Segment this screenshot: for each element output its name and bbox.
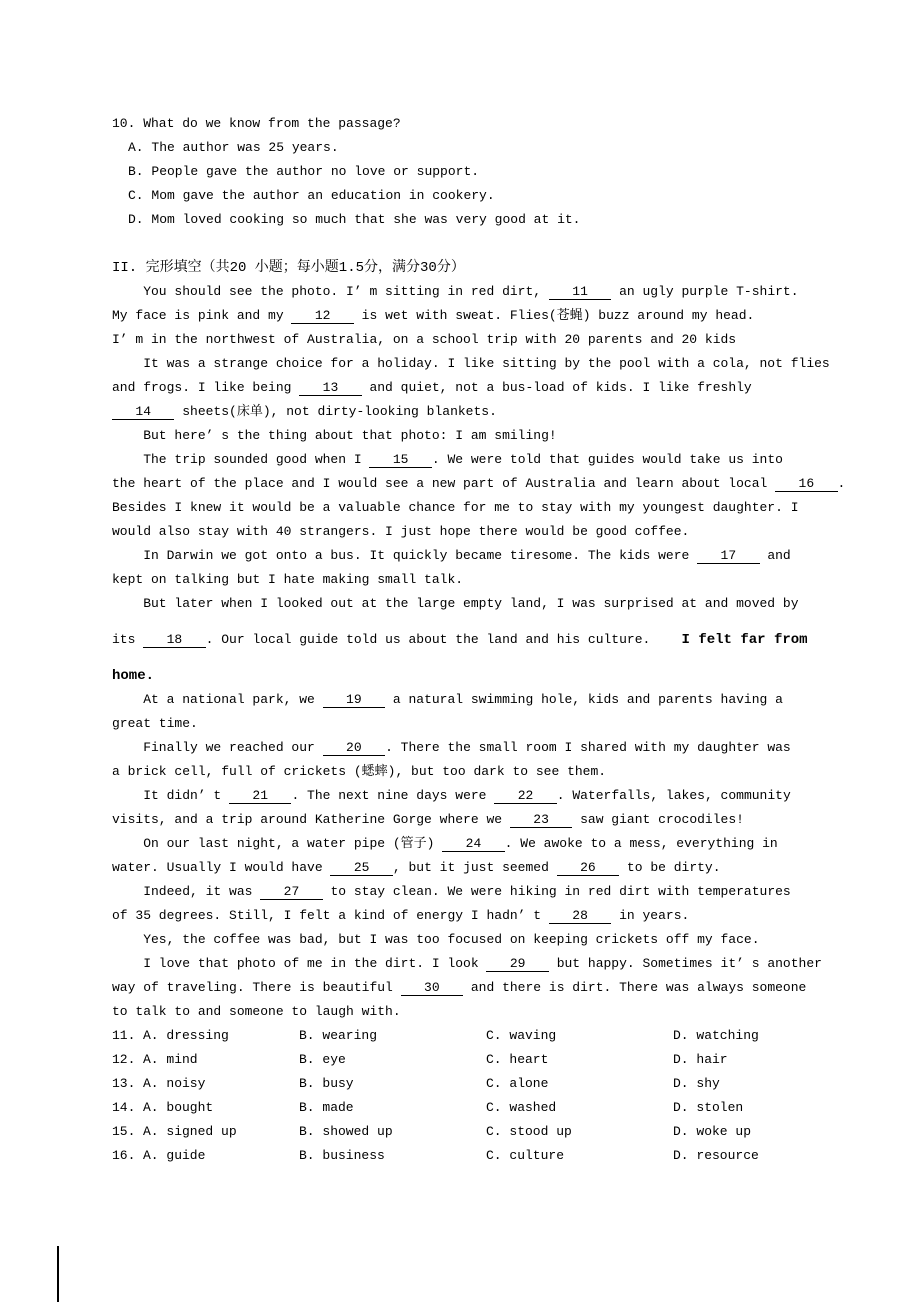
- cloze-blank-28: 28: [548, 908, 612, 923]
- cloze-blank-22: 22: [494, 788, 557, 803]
- passage-text: But later when I looked out at the large empty land, I was surprised at and moved by: [112, 596, 799, 611]
- passage-text: My face is pink and my: [112, 308, 292, 323]
- passage-line-18: [112, 712, 828, 736]
- option-cell-d: D. woke up: [673, 1124, 752, 1139]
- passage-line-3: [112, 328, 828, 352]
- passage-text: But here’ s the thing about that photo: I am smiling!: [112, 428, 557, 443]
- cloze-blank-16: 16: [775, 476, 838, 491]
- option-cell-c: C. washed: [486, 1100, 557, 1115]
- passage-line-9: [112, 472, 846, 496]
- option-row-15: [112, 1120, 828, 1144]
- cloze-blank-19: 19: [322, 692, 386, 707]
- passage-line-11: [112, 520, 828, 544]
- question-10: [112, 112, 828, 232]
- option-cell-b: B. busy: [299, 1076, 354, 1091]
- cloze-blank-12: 12: [291, 308, 354, 323]
- question-10-option-c: C. Mom gave the author an education in cookery.: [128, 188, 495, 203]
- option-cell-a: A. guide: [143, 1148, 206, 1163]
- option-cell-d: D. watching: [673, 1028, 759, 1043]
- passage-line-22: [112, 808, 828, 832]
- option-cell-b: B. wearing: [299, 1028, 378, 1043]
- passage-text: Yes, the coffee was bad, but I was too focused on keeping crickets off my face.: [112, 932, 760, 947]
- option-cell-c: C. culture: [486, 1148, 565, 1163]
- passage-text: to be dirty.: [619, 860, 721, 875]
- passage-line-25: [112, 880, 828, 904]
- passage-text: .: [837, 476, 846, 491]
- option-cell-c: C. alone: [486, 1076, 549, 1091]
- question-10-option-a: A. The author was 25 years.: [128, 140, 339, 155]
- option-cell-a: A. bought: [143, 1100, 214, 1115]
- passage-line-28: [112, 952, 828, 976]
- option-row-number: 11.: [112, 1028, 136, 1043]
- passage-text: the heart of the place and I would see a new part of Australia and learn about local: [112, 476, 776, 491]
- passage-text: Finally we reached our: [112, 740, 323, 755]
- option-row-number: 16.: [112, 1148, 136, 1163]
- option-cell-c: C. stood up: [486, 1124, 572, 1139]
- passage-line-19: [112, 736, 828, 760]
- cloze-blank-15: 15: [369, 452, 432, 467]
- passage-text: It was a strange choice for a holiday. I like sitting by the pool with a cola, not flies: [112, 356, 830, 371]
- section-2-heading: II. 完形填空（共20 小题；每小题1.5分，满分30分）: [112, 260, 465, 276]
- passage-text: is wet with sweat. Flies(苍蝇) buzz around my head.: [353, 308, 755, 323]
- option-cell-a: A. mind: [143, 1052, 198, 1067]
- option-cell-b: B. showed up: [299, 1124, 393, 1139]
- option-cell-d: D. resource: [673, 1148, 759, 1163]
- option-cell-d: D. stolen: [673, 1100, 744, 1115]
- option-row-number: 12.: [112, 1052, 136, 1067]
- passage-text: an ugly purple T-shirt.: [611, 284, 799, 299]
- passage-text: in years.: [611, 908, 690, 923]
- option-cell-a: A. noisy: [143, 1076, 206, 1091]
- passage-line-20: [112, 760, 828, 784]
- question-10-stem: 10. What do we know from the passage?: [112, 116, 401, 131]
- cloze-blank-14: 14: [112, 404, 175, 419]
- cloze-passage: [112, 280, 846, 1024]
- passage-text: would also stay with 40 strangers. I just hope there would be good coffee.: [112, 524, 690, 539]
- passage-text: The trip sounded good when I: [112, 452, 370, 467]
- passage-line-30: [112, 1000, 828, 1024]
- passage-text: great time.: [112, 716, 198, 731]
- passage-line-4: [112, 352, 828, 376]
- passage-line-24: [112, 856, 828, 880]
- passage-line-14: [112, 592, 828, 616]
- passage-text: It didn’ t: [112, 788, 230, 803]
- passage-text: to stay clean. We were hiking in red dirt with temperatures: [322, 884, 791, 899]
- cloze-blank-29: 29: [486, 956, 549, 971]
- passage-text: sheets(床单), not dirty-looking blankets.: [174, 404, 497, 419]
- passage-text: In Darwin we got onto a bus. It quickly became tiresome. The kids were: [112, 548, 698, 563]
- question-10-options: [112, 136, 828, 232]
- page-edge-line: [57, 1246, 59, 1302]
- document-page: [112, 112, 846, 1168]
- passage-text: . There the small room I shared with my daughter was: [385, 740, 791, 755]
- passage-text: water. Usually I would have: [112, 860, 331, 875]
- passage-line-21: [112, 784, 828, 808]
- option-row-14: [112, 1096, 828, 1120]
- passage-text: . Our local guide told us about the land and his culture.: [205, 632, 682, 647]
- option-cell-d: D. hair: [673, 1052, 728, 1067]
- passage-text: and quiet, not a bus-load of kids. I like freshly: [361, 380, 752, 395]
- question-10-option-d: D. Mom loved cooking so much that she was very good at it.: [128, 212, 581, 227]
- passage-line-26: [112, 904, 828, 928]
- passage-line-23: [112, 832, 828, 856]
- passage-text: . We awoke to a mess, everything in: [504, 836, 778, 851]
- passage-line-10: [112, 496, 828, 520]
- passage-text: its: [112, 632, 144, 647]
- option-cell-c: C. heart: [486, 1052, 549, 1067]
- passage-text: . We were told that guides would take us into: [431, 452, 783, 467]
- passage-text: At a national park, we: [112, 692, 323, 707]
- passage-line-15: [112, 628, 828, 652]
- passage-line-12: [112, 544, 828, 568]
- option-row-12: [112, 1048, 828, 1072]
- passage-text: . The next nine days were: [291, 788, 495, 803]
- option-cell-b: B. eye: [299, 1052, 346, 1067]
- cloze-blank-13: 13: [299, 380, 362, 395]
- passage-text: On our last night, a water pipe (管子): [112, 836, 443, 851]
- passage-line-2: [112, 304, 828, 328]
- passage-text: I felt far from: [681, 632, 808, 648]
- passage-text: . Waterfalls, lakes, community: [556, 788, 791, 803]
- passage-line-1: [112, 280, 828, 304]
- question-10-option-b: B. People gave the author no love or support.: [128, 164, 480, 179]
- passage-text: and: [759, 548, 791, 563]
- option-cell-a: A. dressing: [143, 1028, 229, 1043]
- passage-text: a natural swimming hole, kids and parents having a: [385, 692, 783, 707]
- passage-text: You should see the photo. I’ m sitting in red dirt,: [112, 284, 549, 299]
- passage-text: but happy. Sometimes it’ s another: [548, 956, 822, 971]
- passage-text: a brick cell, full of crickets (蟋蟀), but too dark to see them.: [112, 764, 607, 779]
- cloze-options-table: [112, 1024, 828, 1168]
- passage-text: I love that photo of me in the dirt. I look: [112, 956, 487, 971]
- option-row-13: [112, 1072, 828, 1096]
- option-row-11: [112, 1024, 828, 1048]
- cloze-blank-24: 24: [442, 836, 505, 851]
- passage-text: , but it just seemed: [392, 860, 557, 875]
- cloze-blank-21: 21: [229, 788, 292, 803]
- option-cell-b: B. made: [299, 1100, 354, 1115]
- cloze-blank-20: 20: [322, 740, 386, 755]
- passage-line-8: [112, 448, 828, 472]
- passage-text: Indeed, it was: [112, 884, 261, 899]
- passage-text: kept on talking but I hate making small talk.: [112, 572, 464, 587]
- option-cell-b: B. business: [299, 1148, 385, 1163]
- cloze-blank-11: 11: [548, 284, 612, 299]
- passage-line-27: [112, 928, 828, 952]
- passage-line-29: [112, 976, 828, 1000]
- cloze-blank-17: 17: [697, 548, 760, 563]
- passage-line-13: [112, 568, 828, 592]
- option-row-number: 13.: [112, 1076, 136, 1091]
- passage-line-17: [112, 688, 828, 712]
- passage-text: home.: [112, 668, 155, 684]
- passage-line-6: [112, 400, 828, 424]
- option-cell-c: C. waving: [486, 1028, 557, 1043]
- cloze-blank-25: 25: [330, 860, 393, 875]
- option-row-number: 15.: [112, 1124, 136, 1139]
- passage-text: way of traveling. There is beautiful: [112, 980, 401, 995]
- passage-text: of 35 degrees. Still, I felt a kind of energy I hadn’ t: [112, 908, 549, 923]
- passage-line-7: [112, 424, 828, 448]
- passage-text: and frogs. I like being: [112, 380, 300, 395]
- passage-text: to talk to and someone to laugh with.: [112, 1004, 401, 1019]
- option-cell-a: A. signed up: [143, 1124, 237, 1139]
- option-cell-d: D. shy: [673, 1076, 720, 1091]
- passage-text: saw giant crocodiles!: [572, 812, 744, 827]
- option-row-16: [112, 1144, 828, 1168]
- passage-line-16: [112, 664, 828, 688]
- passage-text: I’ m in the northwest of Australia, on a school trip with 20 parents and 20 kids: [112, 332, 737, 347]
- option-row-number: 14.: [112, 1100, 136, 1115]
- cloze-blank-26: 26: [556, 860, 620, 875]
- cloze-blank-30: 30: [400, 980, 464, 995]
- passage-line-5: [112, 376, 828, 400]
- cloze-blank-18: 18: [143, 632, 206, 647]
- cloze-blank-23: 23: [509, 812, 573, 827]
- passage-text: visits, and a trip around Katherine Gorge where we: [112, 812, 510, 827]
- cloze-blank-27: 27: [260, 884, 323, 899]
- passage-text: and there is dirt. There was always someone: [463, 980, 807, 995]
- passage-text: Besides I knew it would be a valuable chance for me to stay with my youngest daughter. I: [112, 500, 799, 515]
